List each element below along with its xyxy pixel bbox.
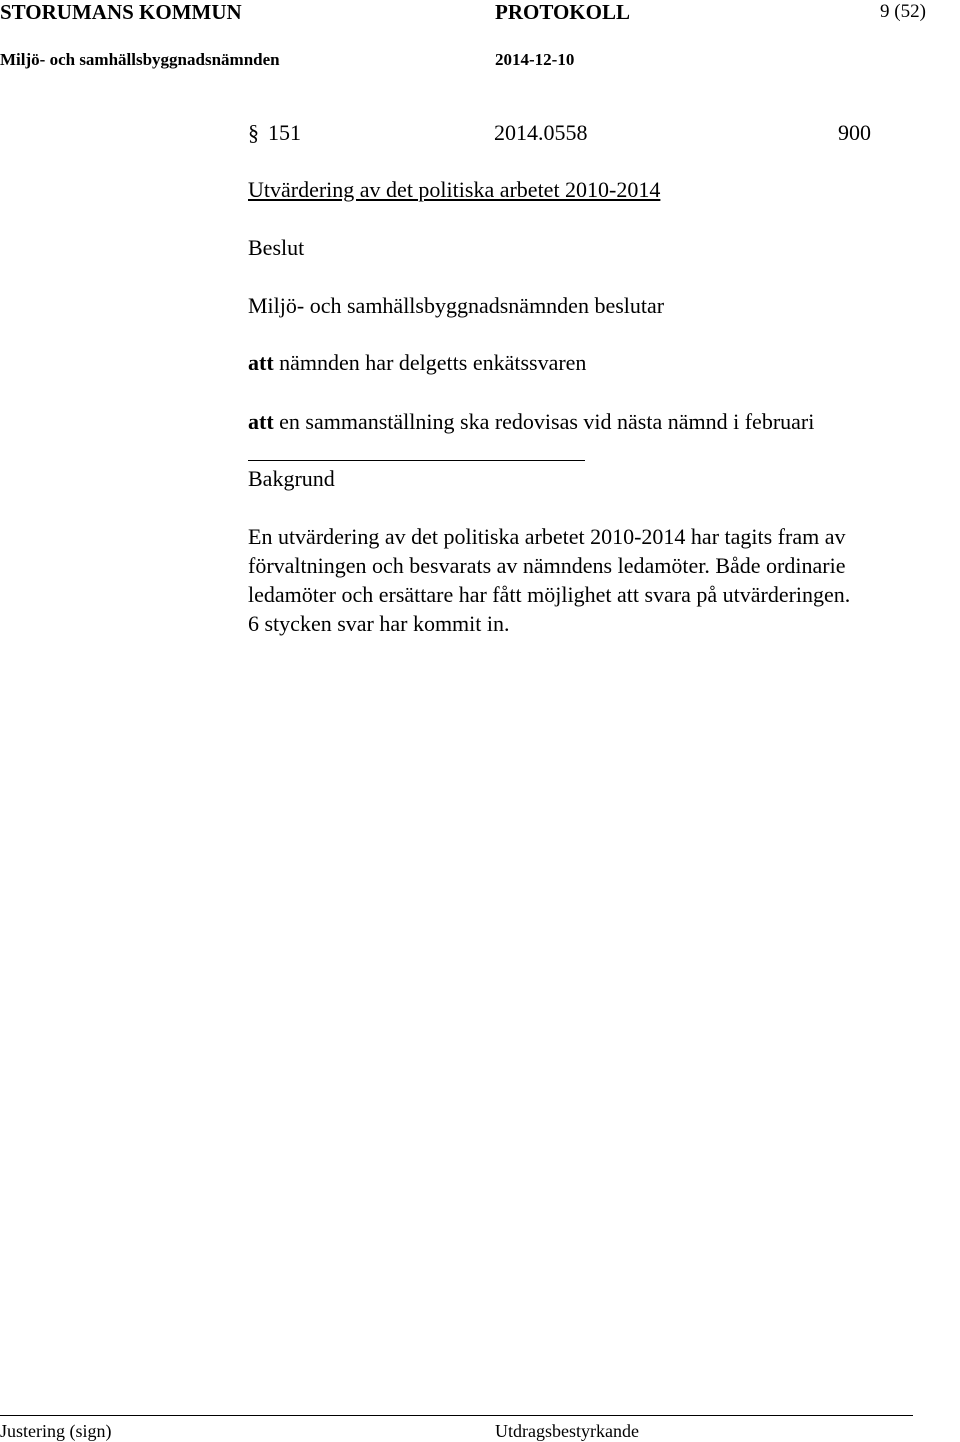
decision-item-text: en sammanställning ska redovisas vid nästa nämnd i februari: [273, 409, 815, 434]
case-title: Utvärdering av det politiska arbetet 2010-2014: [248, 177, 661, 202]
decision-heading: Beslut: [248, 235, 305, 260]
organization-name: STORUMANS KOMMUN: [0, 0, 242, 24]
case-number: 2014.0558: [494, 120, 588, 145]
background-line: En utvärdering av det politiska arbetet 2010-2014 har tagits fram av: [248, 524, 846, 549]
decision-keyword: att: [248, 409, 274, 434]
footer-justering-label: Justering (sign): [0, 1421, 112, 1441]
background-heading: Bakgrund: [248, 466, 335, 491]
background-line: 6 stycken svar har kommit in.: [248, 611, 510, 636]
section-divider: [248, 460, 585, 461]
section-number: 151: [268, 120, 301, 145]
meeting-date: 2014-12-10: [495, 50, 575, 69]
decision-item: [248, 349, 586, 377]
footer-utdrag-label: Utdragsbestyrkande: [495, 1421, 639, 1441]
document-type: PROTOKOLL: [495, 0, 630, 24]
background-line: förvaltningen och besvarats av nämndens ledamöter. Både ordinarie: [248, 553, 846, 578]
section-symbol: §: [248, 120, 259, 145]
committee-name: Miljö- och samhällsbyggnadsnämnden: [0, 50, 280, 69]
decision-keyword: att: [248, 350, 274, 375]
footer-rule: [0, 1415, 913, 1416]
decision-item: [248, 408, 814, 436]
decision-item-text: nämnden har delgetts enkätssvaren: [273, 350, 587, 375]
background-line: ledamöter och ersättare har fått möjlighet att svara på utvärderingen.: [248, 582, 851, 607]
page-number: 9 (52): [880, 1, 926, 22]
decision-intro: Miljö- och samhällsbyggnadsnämnden beslutar: [248, 293, 665, 318]
case-code: 900: [838, 120, 871, 145]
